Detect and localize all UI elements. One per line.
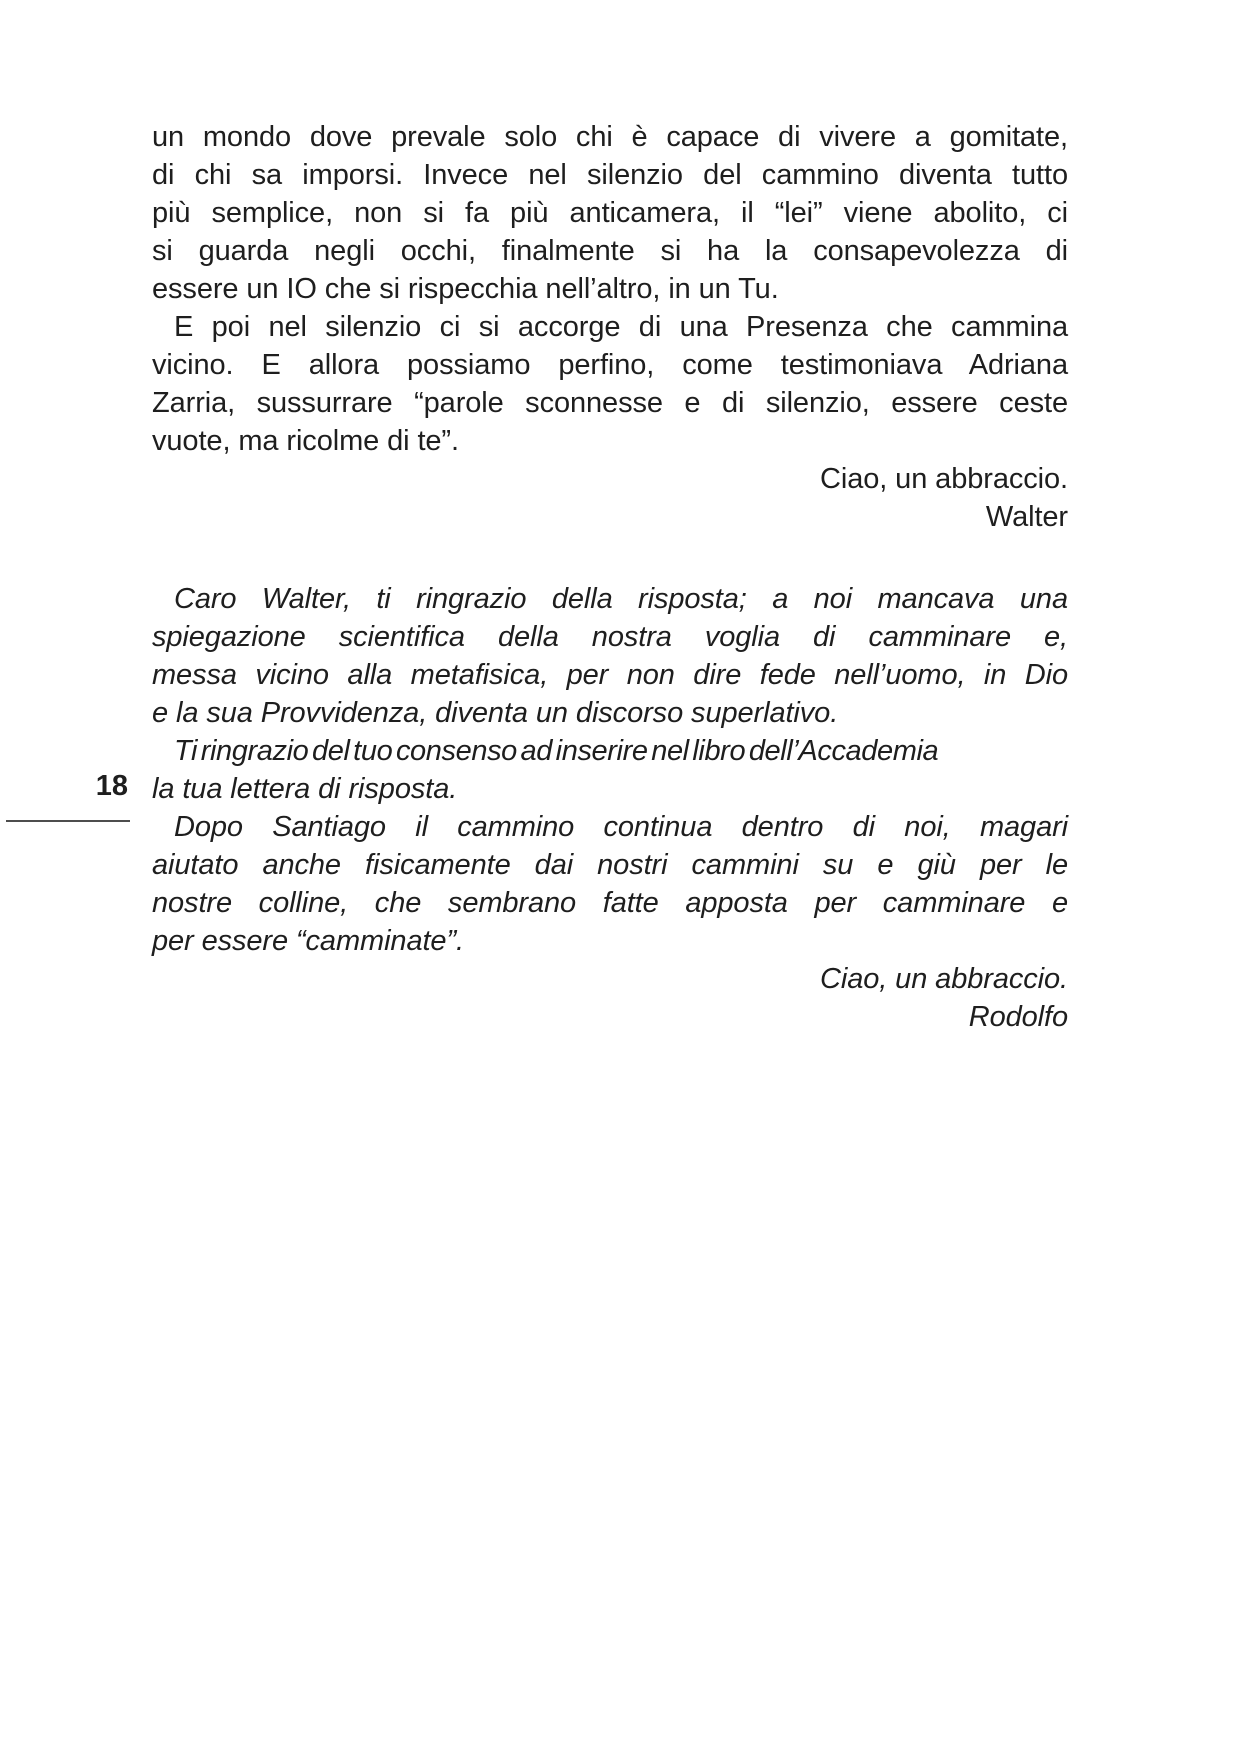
walter-letter-closing: Ciao, un abbraccio.: [820, 463, 1068, 495]
walter-letter-signature: Walter: [985, 501, 1068, 533]
walter-letter-line: essere un IO che si rispecchia nell’altro, in un Tu.: [152, 273, 779, 305]
rodolfo-letter-line: spiegazione scientifica della nostra voglia di camminare e,: [152, 621, 1068, 653]
walter-letter-line: più semplice, non si fa più anticamera, il “lei” viene abolito, ci: [152, 197, 1068, 229]
walter-letter-line: Zarria, sussurrare “parole sconnesse e di silenzio, essere ceste: [152, 387, 1068, 419]
rodolfo-letter-line: nostre colline, che sembrano fatte apposta per camminare e: [152, 887, 1068, 919]
walter-letter: [152, 118, 1068, 536]
rodolfo-letter-closing: Ciao, un abbraccio.: [820, 963, 1068, 995]
rodolfo-letter-line: per essere “camminate”.: [152, 925, 464, 957]
page-number-rule: [6, 820, 130, 822]
rodolfo-letter-signature: Rodolfo: [968, 1001, 1068, 1033]
walter-letter-line: E poi nel silenzio ci si accorge di una Presenza che cammina: [174, 311, 1068, 343]
rodolfo-letter-line: aiutato anche fisicamente dai nostri cammini su e giù per le: [152, 849, 1068, 881]
rodolfo-letter-line: la tua lettera di risposta.: [152, 773, 458, 805]
walter-letter-line: di chi sa imporsi. Invece nel silenzio del cammino diventa tutto: [152, 159, 1068, 191]
rodolfo-letter: [152, 580, 1068, 1036]
page-number: 18: [95, 770, 128, 802]
rodolfo-letter-line: Caro Walter, ti ringrazio della risposta; a noi mancava una: [174, 583, 1068, 615]
rodolfo-letter-line: Dopo Santiago il cammino continua dentro di noi, magari: [174, 811, 1068, 843]
walter-letter-line: vuote, ma ricolme di te”.: [152, 425, 459, 457]
rodolfo-letter-line: messa vicino alla metafisica, per non dire fede nell’uomo, in Dio: [152, 659, 1068, 691]
walter-letter-line: si guarda negli occhi, finalmente si ha la consapevolezza di: [152, 235, 1068, 267]
walter-letter-line: vicino. E allora possiamo perfino, come testimoniava Adriana: [152, 349, 1068, 381]
walter-letter-line: un mondo dove prevale solo chi è capace di vivere a gomitate,: [152, 121, 1068, 153]
rodolfo-letter-line: e la sua Provvidenza, diventa un discorso superlativo.: [152, 697, 839, 729]
rodolfo-letter-line: Ti ringrazio del tuo consenso ad inserire nel libro dell’Accademia: [174, 735, 939, 767]
letters-text-block: [152, 118, 1068, 1036]
